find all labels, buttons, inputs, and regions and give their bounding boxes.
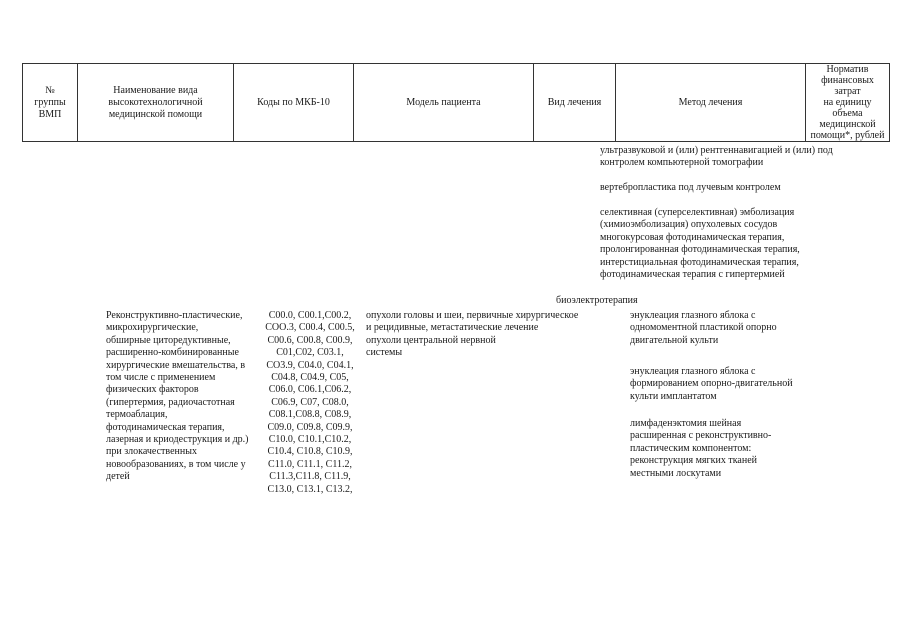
method-embolization: селективная (суперселективная) эмболизация (химиоэмболизация) опухолевых сосудов многокурсовая фотодинамическая терапия, пролонгированная фотодинамическая терапия, интерстициальная фотодинамическая терапия, фотодинамическая терапия с гипертермией xyxy=(600,207,800,281)
method-bioelectrotherapy: биоэлектротерапия xyxy=(556,295,638,306)
care-type-name: Реконструктивно-пластические, микрохирургические, обширные циторедуктивные, расширенно-комбинированные хирургические вмешательства, в том числе с применением физических факторов (гипертермия, радиочастотная термоаблация, фотодинамическая терапия, лазерная и криодеструкция и др.) при злокачественных новообразованиях, в том числе у детей xyxy=(106,310,249,483)
patient-model: опухоли головы и шеи, первичные хирургическое и рецидивные, метастатические лечение опухоли центральной нервной системы xyxy=(366,310,579,359)
header-care-type: Наименование вида высокотехнологичной медицинской помощи xyxy=(78,64,234,142)
method-navigation: ультразвуковой и (или) рентгеннавигацией и (или) под контролем компьютерной томографии xyxy=(600,145,833,169)
header-group-number: № группы ВМП xyxy=(23,64,78,142)
header-treatment-method: Метод лечения xyxy=(616,64,806,142)
method-lymphadenectomy: лимфаденэктомия шейная расширенная с реконструктивно- пластическим компонентом: реконструкция мягких тканей местными лоскутами xyxy=(630,418,772,479)
table-header xyxy=(22,63,890,142)
method-vertebroplasty: вертебропластика под лучевым контролем xyxy=(600,182,781,193)
header-patient-model: Модель пациента xyxy=(354,64,534,142)
header-cost-norm: Норматив финансовых затрат на единицу объема медицинской помощи*, рублей xyxy=(806,64,890,142)
header-treatment-type: Вид лечения xyxy=(534,64,616,142)
icd-codes: C00.0, C00.1,C00.2, COO.3, C00.4, C00.5, C00.6, C00.8, C00.9, C01,C02, C03.1, CO3.9, C04.0, C04.1, C04.8, C04.9, C05, C06.0, C06.1,C06.2, C06.9, C07, C08.0, C08.1,C08.8, C08.9, C09.0, C09.8, C09.9, C10.0, C10.1,C10.2, C10.4, C10.8, C10.9, C11.0, C11.1, C11.2, C11.3,C11.8, C11.9, C13.0, C13.1, C13.2, xyxy=(265,310,355,495)
header-icd-codes: Коды по МКБ-10 xyxy=(234,64,354,142)
method-enucleation-implant: энуклеация глазного яблока с формированием опорно-двигательной культи имплантатом xyxy=(630,366,793,402)
method-enucleation-plastic: энуклеация глазного яблока с одномоментной пластикой опорно двигательной культи xyxy=(630,310,777,346)
